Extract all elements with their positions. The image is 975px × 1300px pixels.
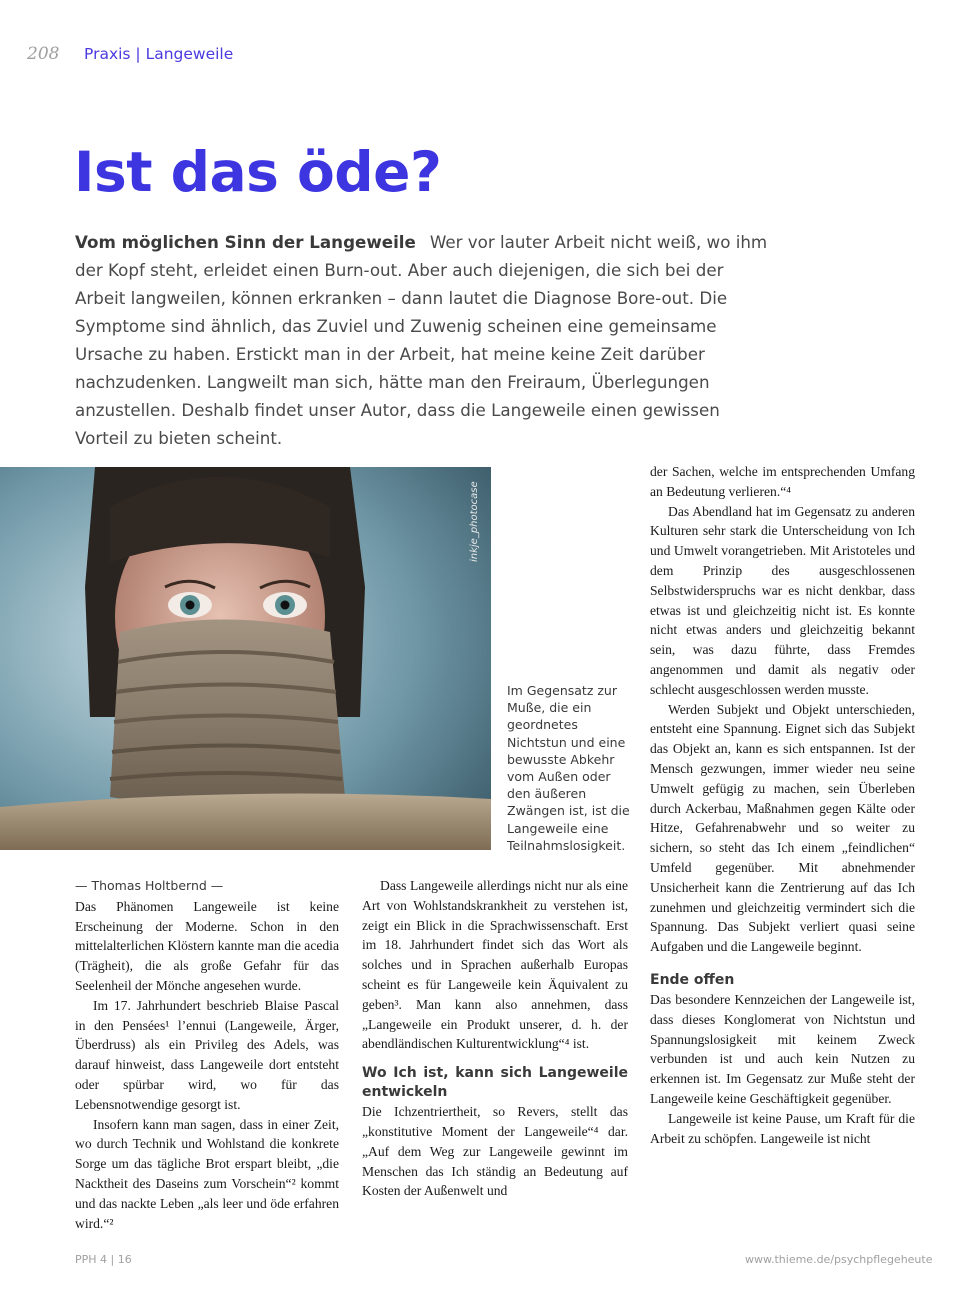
photo-credit: inkje_photocase: [469, 481, 480, 562]
body-paragraph: Die Ichzentriertheit, so Revers, stellt das „konstitutive Moment der Langeweile“⁴ dar. „Auf dem Weg zur Langeweile gewinnt im Menschen das Ich ständig an Bedeutung auf Kosten der Außenwelt und: [362, 1104, 628, 1199]
text-column-1: [75, 876, 339, 1233]
lead-paragraph: [75, 228, 775, 452]
body-paragraph: Im 17. Jahrhundert beschrieb Blaise Pascal in den Pensées¹ l’ennui (Langeweile, Ärger, Überdruss) als ein Privileg des Adels, was darauf hinweist, dass Langeweile dort entsteht oder spürbar wird, wo für das Lebensnotwendige gesorgt ist.: [75, 997, 339, 1112]
body-paragraph: Insofern kann man sagen, dass in einer Zeit, wo durch Technik und Wohlstand die konkrete Sorge um das tägliche Brot erspart bleibt, „die Nacktheit des Daseins zum Vorschein“² kommt und das nackte Leben „als leer und öde erfahren wird.“²: [75, 1116, 339, 1231]
photo-woman-with-scarf: [0, 467, 491, 850]
section-subhead: Ende offen: [650, 971, 735, 988]
body-paragraph: Werden Subjekt und Objekt unterschieden, entsteht eine Spannung. Eignet sich das Subjekt das Objekt an, kann es sich entspannen. Ist der Mensch gezwungen, immer wieder neu seine Umwelt gefügig zu machen, sein Überleben durch Ackerbau, Maßnahmen gegen Kälte oder Hitze, Gefahrenabwehr und so weiter zu sichern, so steht das Ich einem „feindlichen“ Umfeld gegenüber. Mit abnehmender Unsicherheit kann die Zentrierung auf das Ich zunehmen und gleichzeitig vermindert sich die Spannung. Das Subjekt verliert quasi seine Aufgaben und die Langeweile beginnt.: [650, 701, 915, 955]
article-photo: [0, 467, 491, 850]
lead-title: Vom möglichen Sinn der Langeweile: [75, 232, 416, 252]
body-paragraph: Langeweile ist keine Pause, um Kraft für die Arbeit zu schöpfen. Langeweile ist nicht: [650, 1110, 915, 1146]
body-paragraph: Das besondere Kennzeichen der Langeweile ist, dass dieses Konglomerat von Nichtstun und Spannungslosigkeit mit keinem Zweck verbunden ist und auch kein Nutzen zu erkennen ist. Im Gegensatz zur Muße steht der Langeweile keine Geschäftigkeit gegenüber.: [650, 991, 915, 1106]
footer-issue: PPH 4 | 16: [75, 1253, 132, 1266]
footer-url[interactable]: www.thieme.de/psychpflegeheute: [745, 1253, 933, 1266]
author-byline: — Thomas Holtbernd —: [75, 878, 224, 893]
section-subhead: Wo Ich ist, kann sich Langeweile entwickeln: [362, 1065, 628, 1101]
body-paragraph: Das Abendland hat im Gegensatz zu anderen Kulturen sehr stark die Unterscheidung von Ich und Umwelt vorangetrieben. Mit Aristoteles und dem Prinzip des ausgeschlossenen Selbstwiderspruchs war es nicht denkbar, dass etwas ist und gleichzeitig nicht ist. Es konnte nicht etwas anders und gleichzeitig bekannt sein, was dazu führte, dass Fremdes angenommen und damit als negativ oder schlecht ausgeschlossen werden musste.: [650, 503, 915, 697]
page-number: 208: [27, 44, 60, 64]
body-paragraph: Dass Langeweile allerdings nicht nur als eine Art von Wohlstandskrankheit zu verstehen ist, zeigt ein Blick in die Sprachwissenschaft. Erst im 18. Jahrhundert findet sich das Wort als solches und in Sprachen außerhalb Europas scheint es für Langeweile kein Äquivalent zu geben³. Man kann also annehmen, dass „Langeweile ein Produkt unserer, d. h. der abendländischen Kulturentwicklung“⁴ ist.: [362, 878, 628, 1052]
text-column-2: [362, 876, 628, 1201]
article-headline: Ist das öde?: [74, 140, 442, 204]
body-paragraph: Das Phänomen Langeweile ist keine Erscheinung der Moderne. Schon in den mittelalterlichen Klöstern kannte man die acedia (Trägheit), die als große Gefahr für das Seelenheil der Mönche angesehen wurde.: [75, 898, 339, 993]
photo-caption: Im Gegensatz zur Muße, die ein geordnetes Nichtstun und eine bewusste Abkehr vom Außen oder den äußeren Zwängen ist, ist die Langeweile eine Teilnahmslosigkeit.: [507, 683, 630, 853]
text-column-3: [650, 462, 915, 1148]
lead-text: Wer vor lauter Arbeit nicht weiß, wo ihm der Kopf steht, erleidet einen Burn-out. Aber auch diejenigen, die sich bei der Arbeit langweilen, können erkranken – dann lautet die Diagnose Bore-out. Die Symptome sind ähnlich, das Zuviel und Zuwenig scheinen eine gemeinsame Ursache zu haben. Erstickt man in der Arbeit, hat meine keine Zeit darüber nachzudenken. Langweilt man sich, hätte man den Freiraum, Überlegungen anzustellen. Deshalb findet unser Autor, dass die Langeweile einen gewissen Vorteil zu bieten scheint.: [75, 232, 768, 448]
running-head: Praxis | Langeweile: [84, 45, 234, 63]
body-paragraph: der Sachen, welche im entsprechenden Umfang an Bedeutung verlieren.“⁴: [650, 464, 915, 499]
